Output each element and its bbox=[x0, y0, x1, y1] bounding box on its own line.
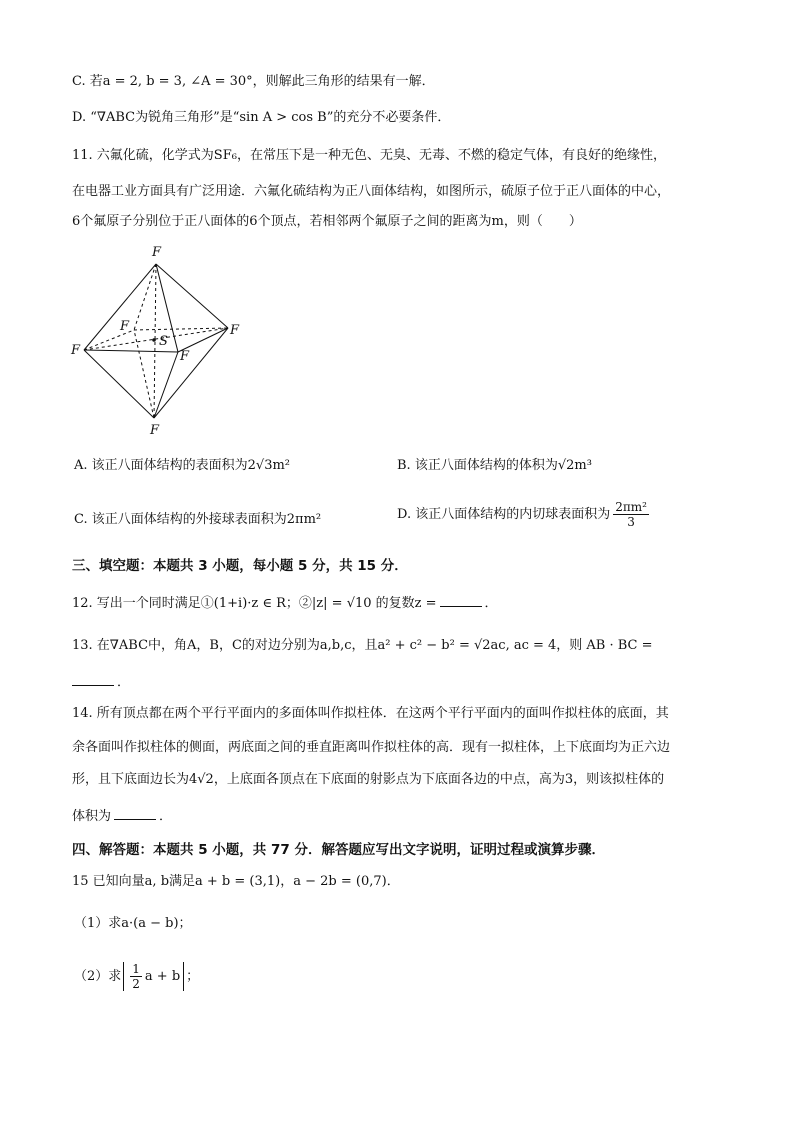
answer-blank[interactable] bbox=[114, 806, 156, 820]
vector-expression: a + b bbox=[144, 969, 181, 984]
fraction-denominator: 2 bbox=[132, 977, 140, 991]
q11-option-c: C. 该正八面体结构的外接球表面积为2πm² bbox=[74, 512, 322, 527]
center-label: S bbox=[159, 334, 168, 349]
section-3-heading: 三、填空题：本题共 3 小题，每小题 5 分，共 15 分． bbox=[72, 558, 408, 574]
section-4-heading: 四、解答题：本题共 5 小题，共 77 分．解答题应写出文字说明，证明过程或演算步骤． bbox=[72, 842, 605, 858]
question-14-line-3: 形，且下底面边长为4√2，上底面各顶点在下底面的射影点为下底面各边的中点，高为3，则该拟柱体的 bbox=[72, 772, 665, 787]
vertex-label-left: F bbox=[71, 343, 81, 358]
question-15-stem: 15 已知向量a, b满足a + b = (3,1)，a − 2b = (0,7)． bbox=[72, 874, 400, 889]
center-point bbox=[152, 338, 156, 342]
question-14-line-1: 14. 所有顶点都在两个平行平面内的多面体叫作拟柱体．在这两个平行平面内的面叫作拟柱体的底面，其 bbox=[72, 706, 669, 721]
question-15-part-2 bbox=[74, 962, 199, 991]
question-13-text: 13. 在∇ABC中，角A，B，C的对边分别为a,b,c，且a² + c² − b² = √2ac, ac = 4，则 AB · BC = bbox=[72, 638, 653, 653]
question-13-line-1 bbox=[72, 636, 653, 656]
answer-blank[interactable] bbox=[440, 593, 482, 607]
question-15-part-2-end: ； bbox=[186, 969, 200, 984]
question-12-text: 12. 写出一个同时满足①(1+i)·z ∈ R；②|z| = √10 的复数z = bbox=[72, 596, 437, 611]
q11-option-b: B. 该正八面体结构的体积为√2m³ bbox=[397, 458, 592, 473]
octahedron-figure bbox=[70, 240, 260, 440]
q11-option-d bbox=[397, 500, 652, 529]
question-14-end: ． bbox=[159, 809, 173, 824]
vertex-label-front: F bbox=[180, 349, 190, 364]
absolute-value-bars bbox=[123, 962, 184, 991]
fraction-numerator: 1 bbox=[132, 962, 140, 976]
question-14-line-2: 余各面叫作拟柱体的侧面，两底面之间的垂直距离叫作拟柱体的高．现有一拟柱体，上下底面均为正六边 bbox=[72, 740, 671, 755]
question-13-line-2 bbox=[72, 672, 130, 693]
question-11-line-2: 在电器工业方面具有广泛用途．六氟化硫结构为正八面体结构，如图所示，硫原子位于正八面体的中心， bbox=[72, 184, 671, 199]
option-c-text: C. 若a = 2, b = 3, ∠A = 30°，则解此三角形的结果有一解． bbox=[72, 74, 435, 89]
question-13-end: ． bbox=[117, 675, 131, 690]
question-12 bbox=[72, 593, 498, 614]
question-11-line-3: 6个氟原子分别位于正八面体的6个顶点，若相邻两个氟原子之间的距离为m，则（ ） bbox=[72, 214, 582, 229]
fraction-numerator: 2πm² bbox=[615, 500, 647, 514]
question-11-line-1: 11. 六氟化硫，化学式为SF₆，在常压下是一种无色、无臭、无毒、不燃的稳定气体，有良好的绝缘性， bbox=[72, 148, 666, 163]
q11-option-d-prefix: D. 该正八面体结构的内切球表面积为 bbox=[397, 507, 611, 522]
q11-option-a: A. 该正八面体结构的表面积为2√3m² bbox=[74, 458, 291, 473]
vertex-label-bottom: F bbox=[150, 423, 160, 438]
option-d-text: D. “∇ABC为锐角三角形”是“sin A > cos B”的充分不必要条件． bbox=[72, 110, 451, 125]
question-15-part-1: （1）求a·(a − b)； bbox=[74, 916, 192, 931]
question-14-prefix: 体积为 bbox=[72, 809, 112, 824]
question-14-line-4 bbox=[72, 806, 172, 827]
question-12-end: ． bbox=[484, 596, 498, 611]
vertex-label-top: F bbox=[152, 245, 162, 260]
vertex-label-back: F bbox=[120, 319, 130, 334]
answer-blank[interactable] bbox=[72, 672, 114, 686]
vertex-label-right: F bbox=[230, 323, 240, 338]
question-15-part-2-prefix: （2）求 bbox=[74, 969, 122, 984]
half-fraction bbox=[130, 962, 142, 991]
q11-option-d-fraction bbox=[613, 500, 649, 529]
fraction-denominator: 3 bbox=[627, 515, 635, 529]
